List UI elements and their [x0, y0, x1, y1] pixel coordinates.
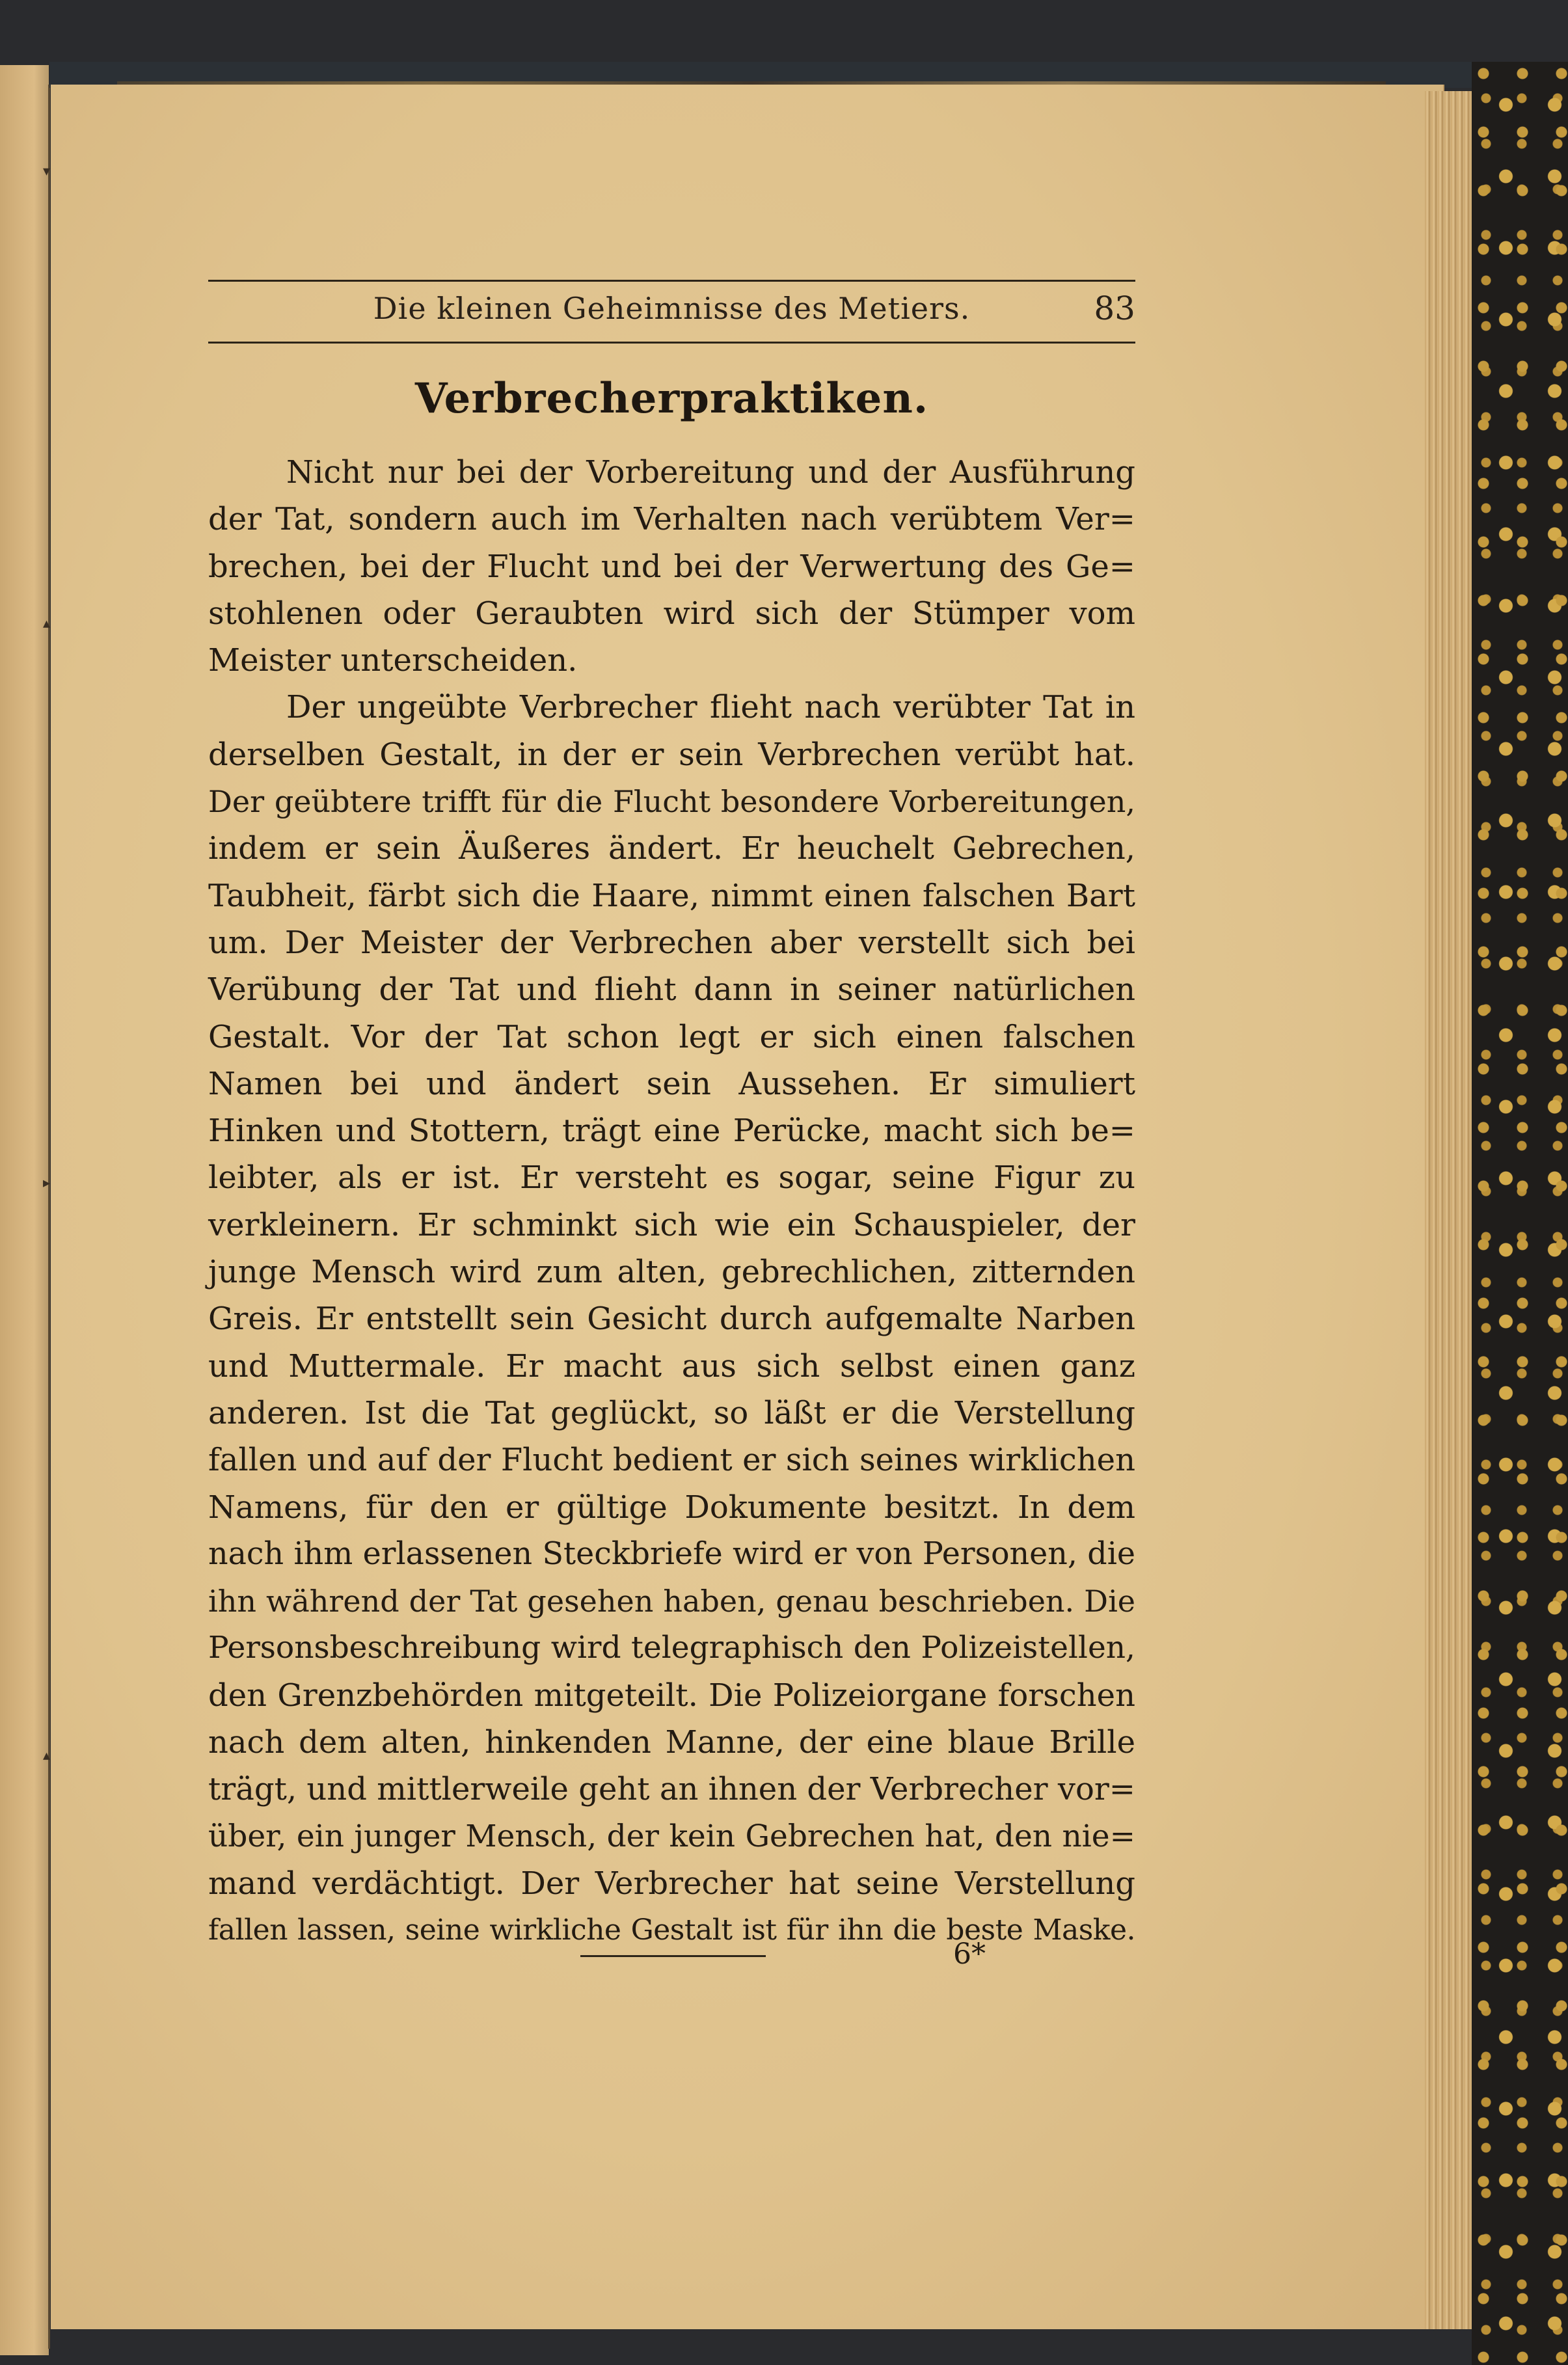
text-line: Meister unterscheiden. [208, 642, 578, 679]
margin-mark-icon: ▾ [43, 163, 51, 180]
text-line: trägt, und mittlerweile geht an ihnen der Verbrecher vor= [208, 1771, 1135, 1808]
text-line: nach dem alten, hinkenden Manne, der eine blaue Brille [208, 1724, 1135, 1761]
text-line: fallen und auf der Flucht bedient er sich seines wirklichen [208, 1442, 1135, 1479]
text-line: stohlenen oder Geraubten wird sich der Stümper vom [208, 595, 1135, 632]
text-line: Personsbeschreibung wird telegraphisch den Polizeistellen, [208, 1630, 1135, 1666]
text-line: Verübung der Tat und flieht dann in seiner natürlichen [208, 971, 1135, 1008]
facing-page-rule [48, 85, 50, 2349]
text-line: nach ihm erlassenen Steckbriefe wird er von Personen, die [208, 1535, 1135, 1572]
text-line: Der geübtere trifft für die Flucht besondere Vorbereitungen, [208, 784, 1135, 820]
text-line: leibter, als er ist. Er versteht es sogar, seine Figur zu [208, 1159, 1135, 1196]
text-line: junge Mensch wird zum alten, gebrechlichen, zitternden [208, 1254, 1135, 1291]
text-line: Namen bei und ändert sein Aussehen. Er simuliert [208, 1065, 1135, 1102]
body-text [208, 449, 1135, 1954]
text-line: Der ungeübte Verbrecher flieht nach verübter Tat in [286, 689, 1135, 726]
marbled-cover-board [1472, 62, 1568, 2365]
text-line: Gestalt. Vor der Tat schon legt er sich einen falschen [208, 1018, 1135, 1055]
margin-mark-icon: ▴ [43, 615, 51, 632]
facing-page-edge [0, 65, 49, 2355]
margin-mark-icon: ▴ [43, 1748, 51, 1764]
text-line: indem er sein Äußeres ändert. Er heuchelt Gebrechen, [208, 830, 1135, 867]
text-line: den Grenzbehörden mitgeteilt. Die Polizeiorgane forschen [208, 1677, 1135, 1714]
text-line: Taubheit, färbt sich die Haare, nimmt einen falschen Bart [208, 877, 1135, 914]
section-heading: Verbrecherpraktiken. [414, 374, 929, 423]
text-line: Hinken und Stottern, trägt eine Perücke, macht sich be= [208, 1113, 1135, 1150]
running-header [208, 280, 1135, 344]
running-title: Die kleinen Geheimnisse des Metiers. [373, 291, 971, 326]
text-line: mand verdächtigt. Der Verbrecher hat seine Verstellung [208, 1865, 1135, 1902]
text-line: Namens, für den er gültige Dokumente besitzt. In dem [208, 1489, 1135, 1526]
closing-rule [580, 1955, 766, 1957]
signature-mark: 6* [953, 1938, 986, 1971]
text-line: und Muttermale. Er macht aus sich selbst einen ganz [208, 1347, 1135, 1385]
page-number: 83 [1094, 290, 1135, 327]
text-line: der Tat, sondern auch im Verhalten nach verübtem Ver= [208, 501, 1135, 538]
margin-mark-icon: ▸ [43, 1175, 51, 1191]
text-line: fallen lassen, seine wirkliche Gestalt ist für ihn die beste Maske. [208, 1913, 1135, 1947]
text-line: ihn während der Tat gesehen haben, genau beschrieben. Die [208, 1584, 1135, 1619]
text-line: über, ein junger Mensch, der kein Gebrechen hat, den nie= [208, 1818, 1135, 1854]
text-line: derselben Gestalt, in der er sein Verbrechen verübt hat. [208, 736, 1135, 773]
text-line: um. Der Meister der Verbrechen aber verstellt sich bei [208, 924, 1135, 961]
text-line: brechen, bei der Flucht und bei der Verwertung des Ge= [208, 548, 1135, 585]
text-line: verkleinern. Er schminkt sich wie ein Schauspieler, der [208, 1206, 1135, 1243]
text-line: anderen. Ist die Tat geglückt, so läßt er die Verstellung [208, 1394, 1135, 1431]
text-line: Greis. Er entstellt sein Gesicht durch aufgemalte Narben [208, 1301, 1135, 1338]
text-line: Nicht nur bei der Vorbereitung und der Ausführung [286, 454, 1135, 491]
